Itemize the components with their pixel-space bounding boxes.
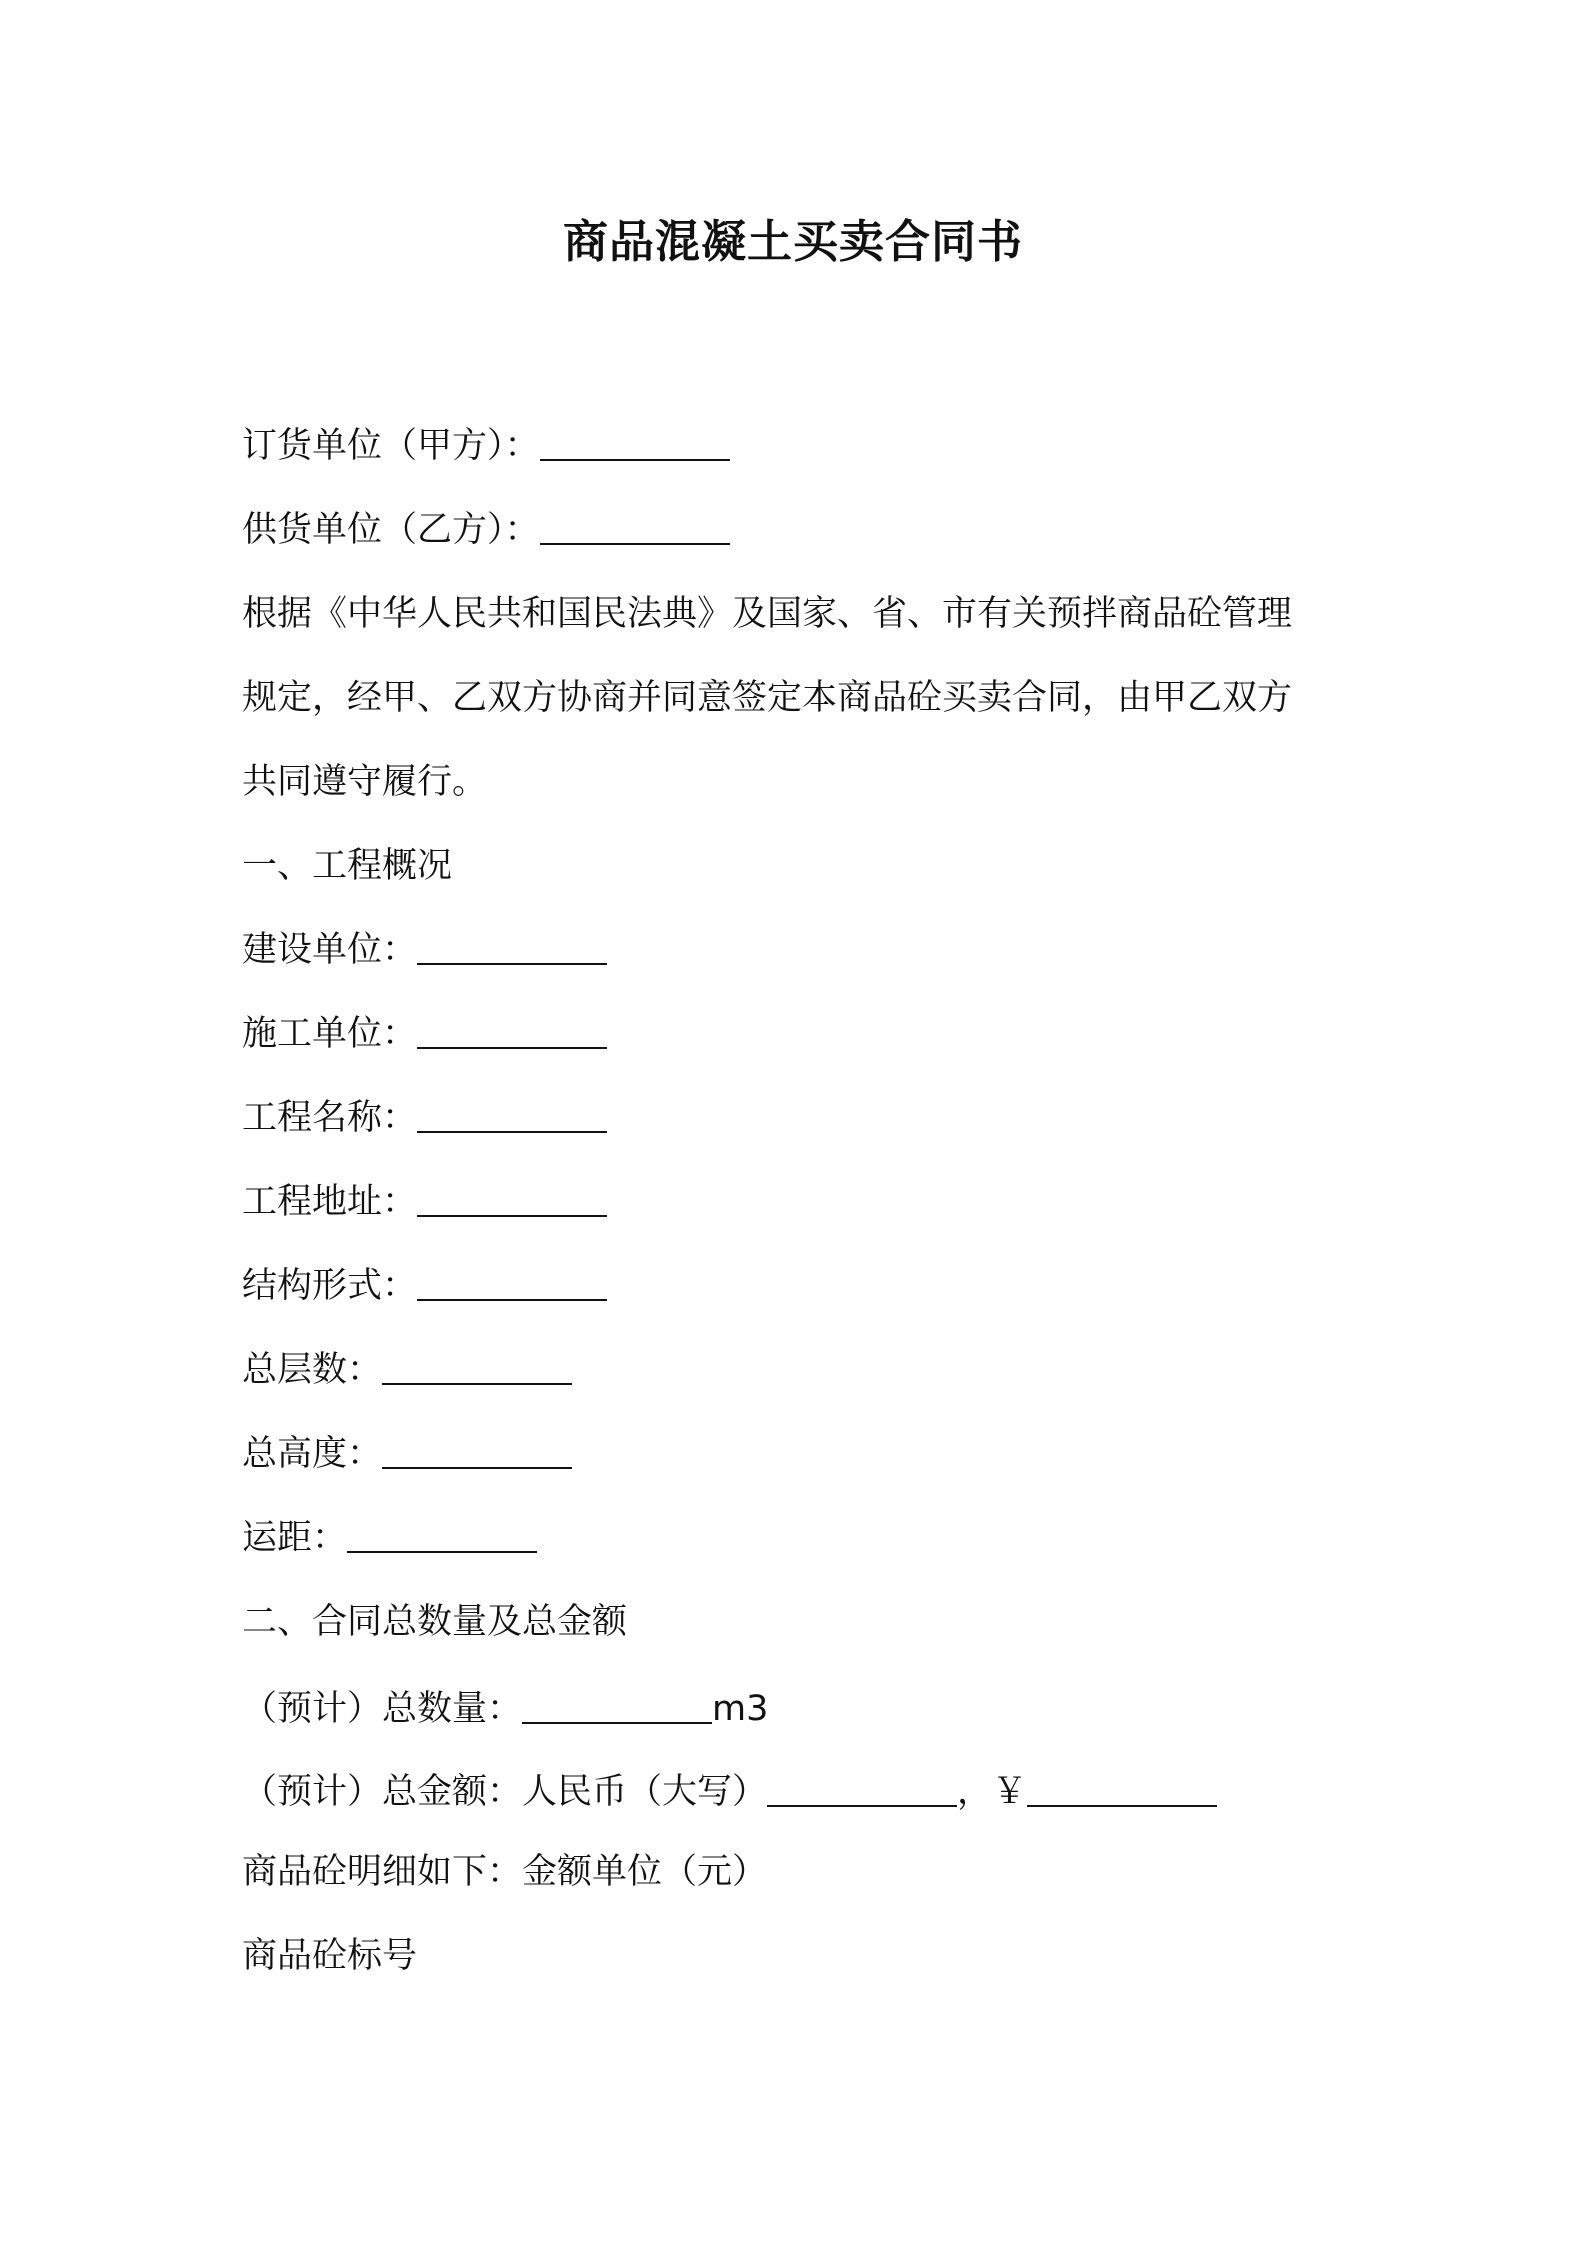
preamble-line-2: 规定，经甲、乙双方协商并同意签定本商品砼买卖合同，由甲乙双方 — [242, 678, 1293, 718]
construction-unit-blank — [417, 962, 607, 965]
construction-unit-label: 建设单位： — [242, 930, 418, 970]
detail-line: 商品砼明细如下：金额单位（元） — [242, 1852, 768, 1892]
party-b-blank — [540, 542, 730, 545]
structure-type-blank — [417, 1298, 607, 1301]
builder-unit-blank — [417, 1046, 607, 1049]
preamble-line-1: 根据《中华人民共和国民法典》及国家、省、市有关预拌商品砼管理 — [242, 594, 1293, 634]
party-a-label: 订货单位（甲方）： — [242, 426, 540, 466]
total-quantity-unit: m3 — [712, 1689, 769, 1729]
section-2-heading: 二、合同总数量及总金额 — [242, 1602, 628, 1642]
total-quantity-label: （预计）总数量： — [242, 1689, 523, 1729]
document-body — [242, 404, 1352, 1998]
project-name-line — [242, 1076, 1352, 1160]
amount-separator: ，￥ — [957, 1772, 1028, 1812]
transport-distance-blank — [347, 1550, 537, 1553]
total-floors-line — [242, 1328, 1352, 1412]
total-amount-figures-blank — [1027, 1804, 1217, 1807]
party-a-line — [242, 404, 1352, 488]
structure-type-label: 结构形式： — [242, 1266, 418, 1306]
party-b-line — [242, 488, 1352, 572]
preamble-line-3: 共同遵守履行。 — [242, 762, 488, 802]
total-height-line — [242, 1412, 1352, 1496]
total-quantity-blank — [522, 1721, 712, 1724]
builder-unit-line — [242, 992, 1352, 1076]
section-1-heading: 一、工程概况 — [242, 846, 453, 886]
total-amount-line — [242, 1754, 1352, 1830]
total-floors-blank — [382, 1382, 572, 1385]
project-address-blank — [417, 1214, 607, 1217]
transport-distance-label: 运距： — [242, 1518, 348, 1558]
grade-label-line: 商品砼标号 — [242, 1936, 418, 1976]
project-name-label: 工程名称： — [242, 1098, 418, 1138]
party-a-blank — [540, 458, 730, 461]
project-address-label: 工程地址： — [242, 1182, 418, 1222]
structure-type-line — [242, 1244, 1352, 1328]
total-floors-label: 总层数： — [242, 1350, 383, 1390]
project-name-blank — [417, 1130, 607, 1133]
total-amount-label: （预计）总金额：人民币（大写） — [242, 1772, 768, 1812]
transport-distance-line — [242, 1496, 1352, 1580]
total-amount-words-blank — [767, 1804, 957, 1807]
total-quantity-line — [242, 1664, 1352, 1754]
party-b-label: 供货单位（乙方）： — [242, 510, 540, 550]
project-address-line — [242, 1160, 1352, 1244]
total-height-label: 总高度： — [242, 1434, 383, 1474]
builder-unit-label: 施工单位： — [242, 1014, 418, 1054]
total-height-blank — [382, 1466, 572, 1469]
document-title: 商品混凝土买卖合同书 — [562, 215, 1023, 268]
construction-unit-line — [242, 908, 1352, 992]
